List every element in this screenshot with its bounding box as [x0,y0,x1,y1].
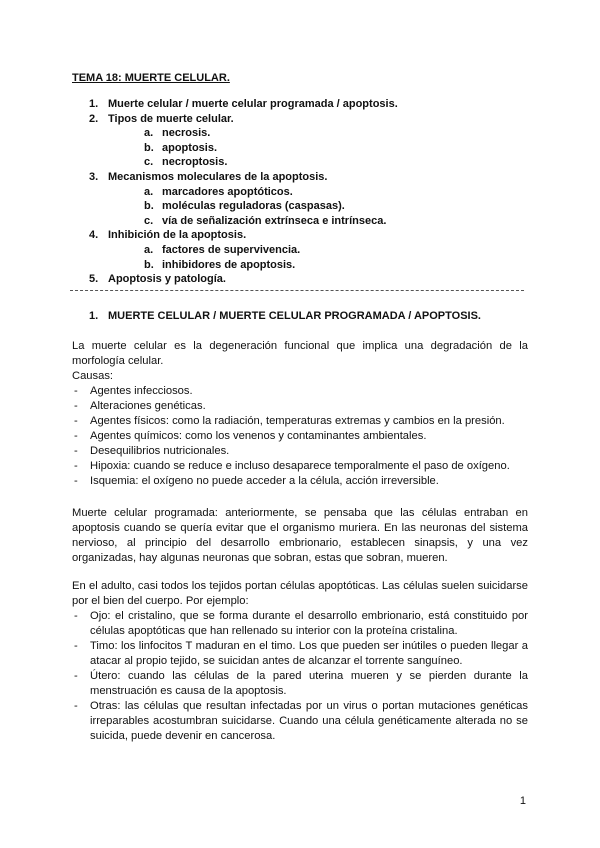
list-item-text: Agentes infecciosos. [90,384,193,397]
toc-item-5 [72,272,528,287]
section-heading-text: MUERTE CELULAR / MUERTE CELULAR PROGRAMADA / APOPTOSIS. [108,309,481,322]
adult-paragraph: En el adulto, casi todos los tejidos portan células apoptóticas. Las células suelen suicidarse por el bien del cuerpo. Por ejemplo: [72,579,528,607]
list-item-text: Agentes físicos: como la radiación, temperaturas extremas y cambios en la presión. [90,414,505,427]
toc-subitem [108,243,528,258]
section-heading [72,310,528,322]
toc-item-4 [72,228,528,272]
toc-label: Inhibición de la apoptosis. [108,229,247,242]
list-item [72,459,528,474]
toc-letter: b. [144,141,154,154]
dash-bullet: - [74,414,78,427]
intro-paragraph: La muerte celular es la degeneración funcional que implica una degradación de la morfología celular. [72,339,528,367]
toc-subitem [108,199,528,214]
dash-bullet: - [74,459,78,472]
list-item [72,429,528,444]
page-number: 1 [519,795,526,807]
dash-bullet: - [74,639,78,652]
dashed-divider [70,290,524,291]
list-item-text: Hipoxia: cuando se reduce e incluso desaparece temporalmente el paso de oxígeno. [90,459,510,472]
list-item [72,399,528,414]
toc-sublabel: moléculas reguladoras (caspasas). [162,200,345,213]
toc-letter: a. [144,243,154,256]
toc-label: Mecanismos moleculares de la apoptosis. [108,170,328,183]
dash-bullet: - [74,699,78,712]
list-item [72,444,528,459]
document-page [72,72,528,744]
list-item-text: Útero: cuando las células de la pared uterina mueren y se pierden durante la menstruación es causa de la apoptosis. [90,669,528,697]
table-of-contents [72,97,528,287]
toc-letter: c. [144,214,154,227]
toc-sublabel: apoptosis. [162,141,218,154]
dash-bullet: - [74,384,78,397]
toc-sublist [108,185,528,229]
section-number: 1. [89,309,99,322]
toc-sublabel: vía de señalización extrínseca e intrínseca. [162,214,387,227]
list-item [72,474,528,489]
toc-sublist [108,126,528,170]
dash-bullet: - [74,609,78,622]
list-item-text: Alteraciones genéticas. [90,399,206,412]
toc-subitem [108,185,528,200]
toc-number: 3. [89,170,99,183]
toc-label: Apoptosis y patología. [108,273,226,286]
causes-list [72,384,528,489]
toc-item-3 [72,170,528,228]
toc-label: Tipos de muerte celular. [108,112,234,125]
toc-item-1 [72,97,528,112]
list-item [72,414,528,429]
document-title: TEMA 18: MUERTE CELULAR. [72,72,230,84]
toc-subitem [108,214,528,229]
list-item-text: Ojo: el cristalino, que se forma durante el desarrollo embrionario, está constituido por células apoptóticas que han rellenado su interior con la proteína cristalina. [90,609,528,637]
toc-number: 4. [89,229,99,242]
dash-bullet: - [74,429,78,442]
toc-label: Muerte celular / muerte celular programada / apoptosis. [108,98,398,110]
toc-item-2 [72,112,528,170]
causes-label: Causas: [72,369,114,382]
list-item-text: Otras: las células que resultan infectadas por un virus o portan mutaciones genéticas irreparables acostumbran suicidarse. Cuando una célula genéticamente alterada no se suicida, puede devenir en cancerosa. [90,699,528,742]
toc-sublabel: factores de supervivencia. [162,243,301,256]
programmed-death-paragraph: Muerte celular programada: anteriormente, se pensaba que las células entraban en apoptosis cuando se quería evitar que el organismo muriera. En las neuronas del sistema nervioso, al principio del desarrollo embrionario, establecen sinapsis, y una vez organizadas, hay algunas neuronas que sobran, estas que sobran, mueren. [72,506,528,564]
toc-sublabel: inhibidores de apoptosis. [162,258,296,271]
toc-letter: b. [144,258,154,271]
list-item [72,609,528,639]
toc-sublabel: necrosis. [162,127,211,140]
toc-subitem [108,258,528,273]
examples-list [72,609,528,744]
toc-subitem [108,141,528,156]
toc-number: 5. [89,273,99,286]
toc-subitem [108,126,528,141]
list-item [72,384,528,399]
toc-sublist [108,243,528,272]
toc-letter: b. [144,200,154,213]
toc-number: 2. [89,112,99,125]
toc-number: 1. [89,98,99,110]
dash-bullet: - [74,474,78,487]
dash-bullet: - [74,669,78,682]
list-item-text: Desequilibrios nutricionales. [90,444,230,457]
toc-sublabel: marcadores apoptóticos. [162,185,293,198]
list-item [72,639,528,669]
list-item-text: Timo: los linfocitos T maduran en el timo. Los que pueden ser inútiles o pueden llegar a atacar al propio tejido, se suicidan antes de alcanzar el torrente sanguíneo. [90,639,528,667]
list-item-text: Isquemia: el oxígeno no puede acceder a la célula, acción irreversible. [90,474,439,487]
toc-letter: a. [144,127,154,140]
list-item [72,699,528,744]
toc-sublabel: necroptosis. [162,156,228,169]
toc-subitem [108,155,528,170]
toc-letter: a. [144,185,154,198]
list-item-text: Agentes químicos: como los venenos y contaminantes ambientales. [90,429,427,442]
list-item [72,669,528,699]
toc-letter: c. [144,156,154,169]
dash-bullet: - [74,399,78,412]
dash-bullet: - [74,444,78,457]
